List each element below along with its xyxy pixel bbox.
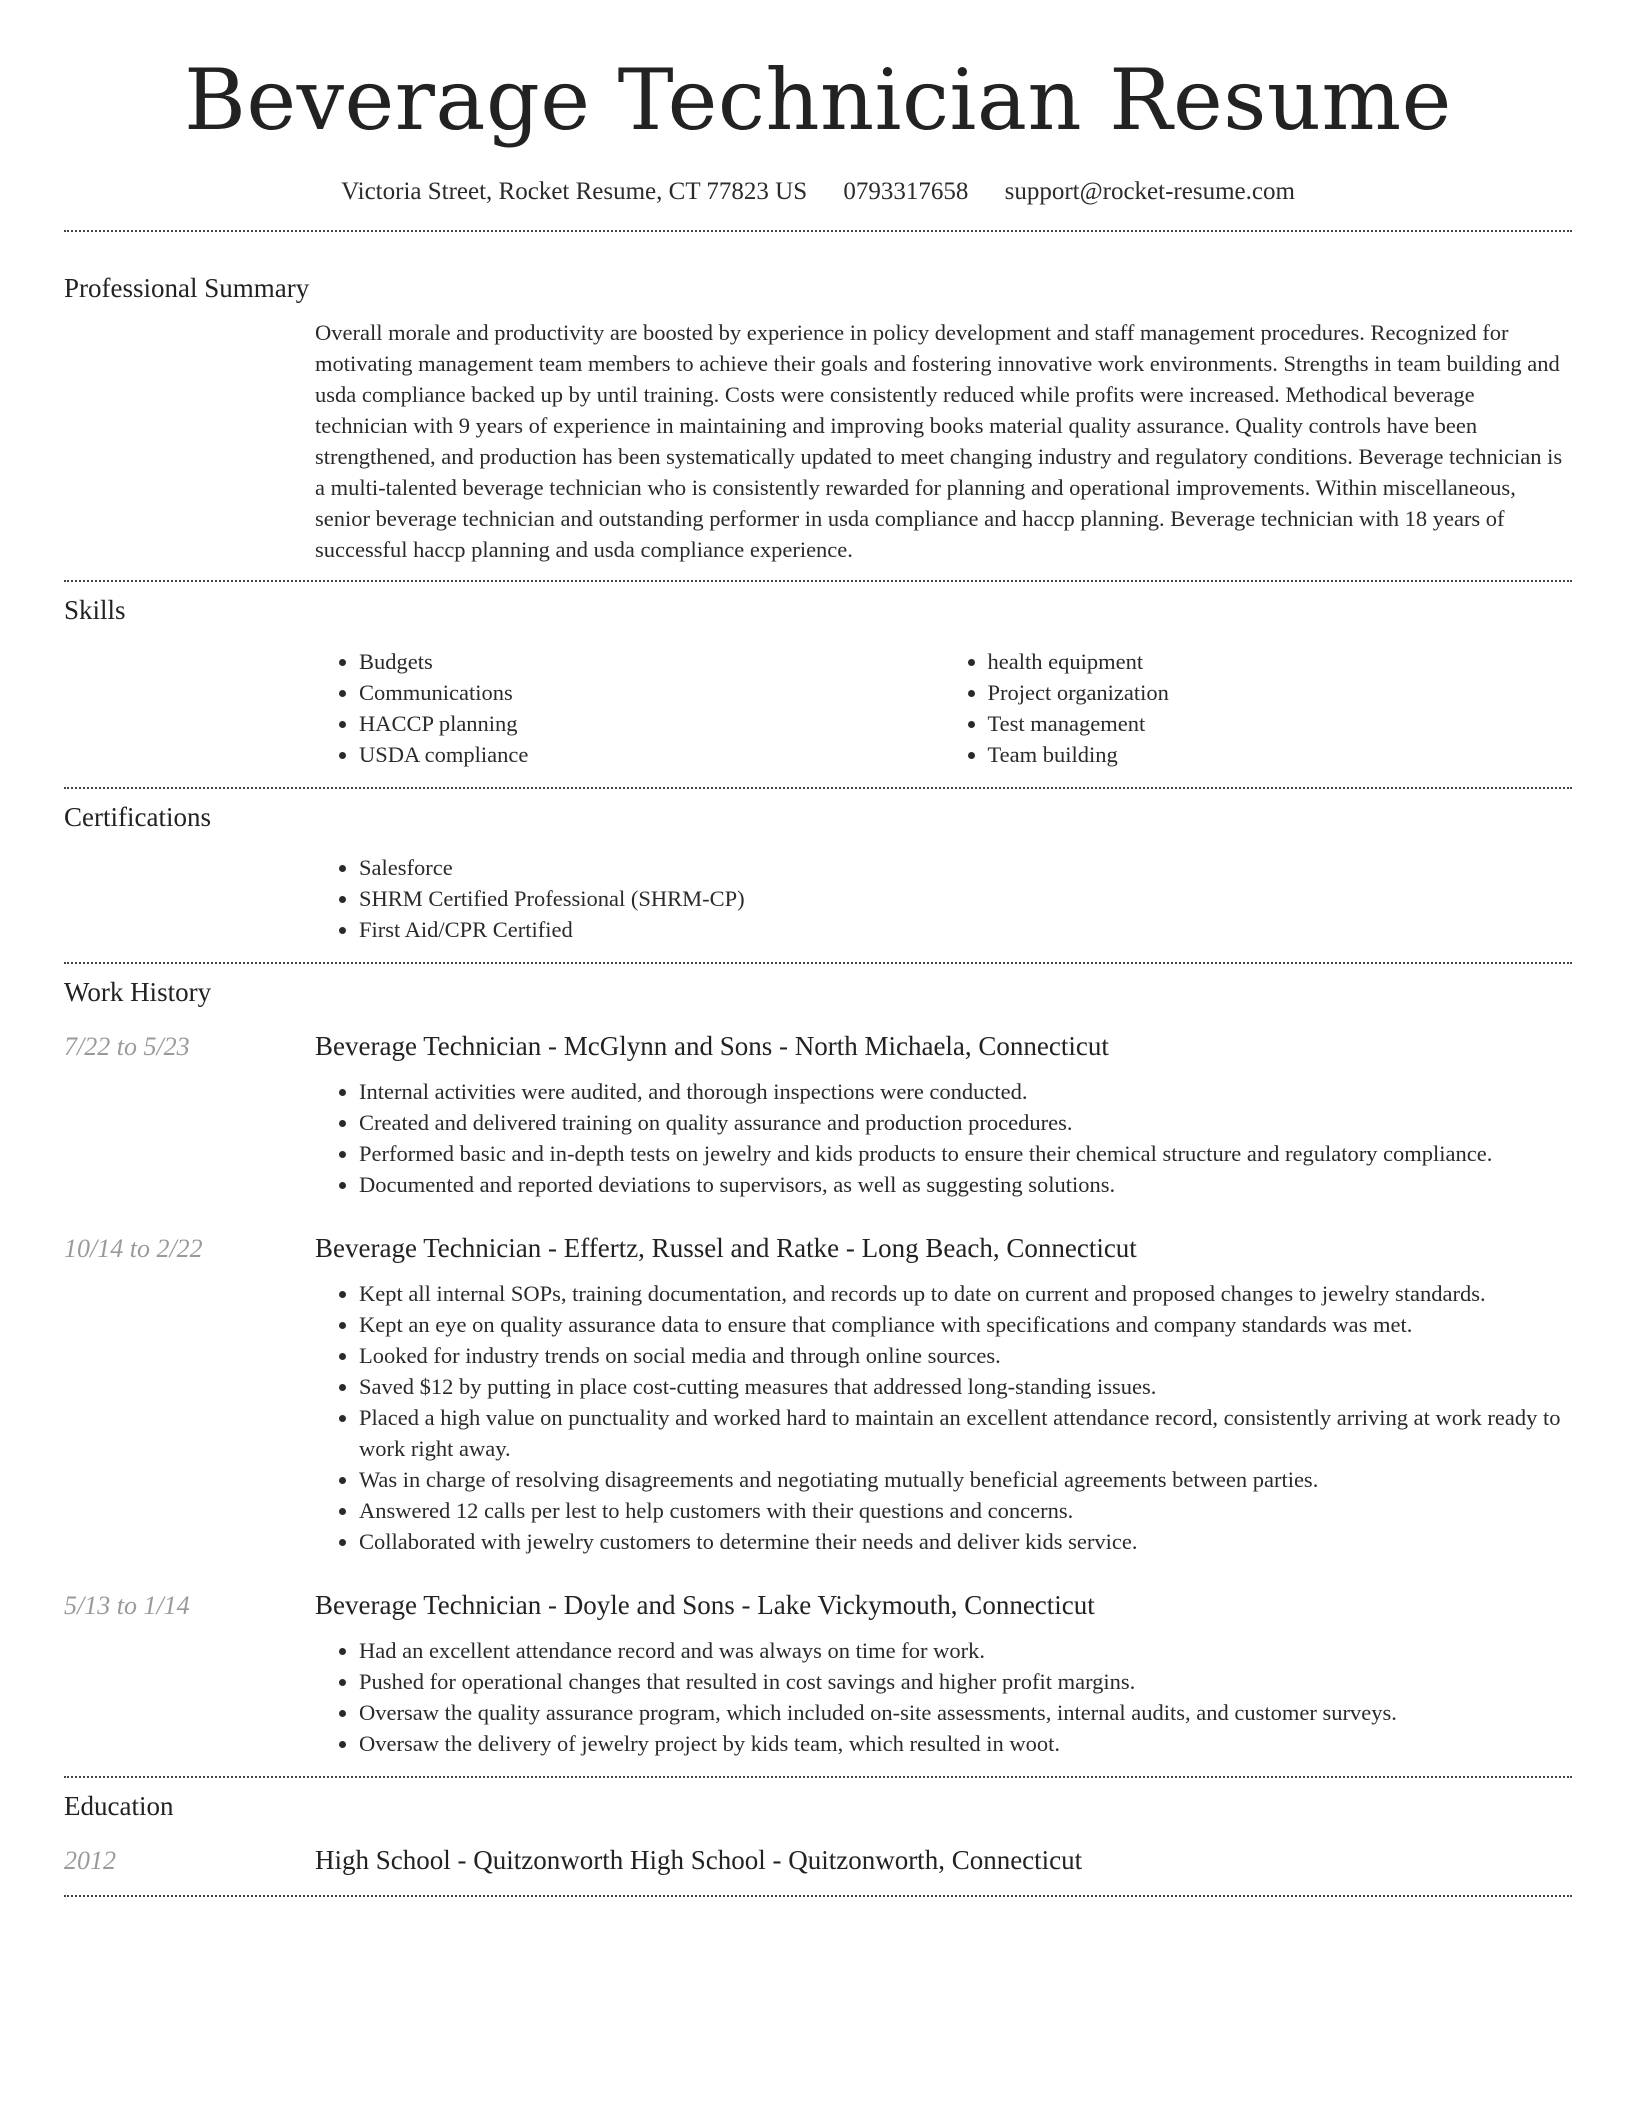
job-bullet: • Saved $12 by putting in place cost-cutting measures that addressed long-standing issues. bbox=[359, 1371, 1572, 1402]
section-title-education: Education bbox=[64, 1791, 174, 1821]
section-title-certifications: Certifications bbox=[64, 802, 211, 832]
education-entry bbox=[64, 1843, 1572, 1878]
education-title: High School - Quitzonworth High School - Quitzonworth, Connecticut bbox=[315, 1845, 1083, 1875]
job-bullet: • Created and delivered training on quality assurance and production procedures. bbox=[359, 1107, 1572, 1138]
divider bbox=[64, 230, 1572, 232]
education-year: 2012 bbox=[64, 1846, 116, 1875]
divider bbox=[64, 1895, 1572, 1897]
skill-item: • health equipment bbox=[988, 646, 1573, 677]
resume-page bbox=[64, 0, 1572, 1897]
job-entry bbox=[64, 1231, 1572, 1557]
divider bbox=[64, 580, 1572, 582]
job-bullet: • Documented and reported deviations to supervisors, as well as suggesting solutions. bbox=[359, 1169, 1572, 1200]
work-section bbox=[64, 975, 1572, 1759]
job-bullet: • Collaborated with jewelry customers to determine their needs and deliver kids service. bbox=[359, 1526, 1572, 1557]
job-bullets bbox=[315, 1076, 1572, 1200]
job-bullet: • Kept all internal SOPs, training documentation, and records up to date on current and proposed changes to jewelry standards. bbox=[359, 1278, 1572, 1309]
resume-title: Beverage Technician Resume bbox=[184, 51, 1452, 149]
summary-section bbox=[64, 271, 1572, 565]
skill-item: • USDA compliance bbox=[359, 739, 944, 770]
skill-item: • Test management bbox=[988, 708, 1573, 739]
contact-line bbox=[64, 176, 1572, 208]
job-title: Beverage Technician - Doyle and Sons - Lake Vickymouth, Connecticut bbox=[315, 1590, 1095, 1620]
job-bullet: • Answered 12 calls per lest to help customers with their questions and concerns. bbox=[359, 1495, 1572, 1526]
job-bullet: • Looked for industry trends on social media and through online sources. bbox=[359, 1340, 1572, 1371]
job-title: Beverage Technician - Effertz, Russel and Ratke - Long Beach, Connecticut bbox=[315, 1233, 1137, 1263]
job-title: Beverage Technician - McGlynn and Sons - North Michaela, Connecticut bbox=[315, 1031, 1109, 1061]
job-bullet: • Had an excellent attendance record and was always on time for work. bbox=[359, 1635, 1572, 1666]
contact-address: Victoria Street, Rocket Resume, CT 77823 US bbox=[341, 178, 808, 205]
job-bullet: • Placed a high value on punctuality and worked hard to maintain an excellent attendance record, consistently arriving at work ready to work right away. bbox=[359, 1402, 1572, 1464]
skills-columns bbox=[315, 646, 1572, 770]
job-dates: 10/14 to 2/22 bbox=[64, 1234, 203, 1263]
certification-item: • SHRM Certified Professional (SHRM-CP) bbox=[359, 883, 1572, 914]
section-title-skills: Skills bbox=[64, 595, 126, 625]
job-bullet: • Kept an eye on quality assurance data to ensure that compliance with specifications and company standards was met. bbox=[359, 1309, 1572, 1340]
skill-item: • HACCP planning bbox=[359, 708, 944, 739]
skill-item: • Budgets bbox=[359, 646, 944, 677]
certification-item: • First Aid/CPR Certified bbox=[359, 914, 1572, 945]
certification-item: • Salesforce bbox=[359, 852, 1572, 883]
divider bbox=[64, 962, 1572, 964]
skills-section bbox=[64, 593, 1572, 770]
job-bullet: • Oversaw the delivery of jewelry project by kids team, which resulted in woot. bbox=[359, 1728, 1572, 1759]
job-bullet: • Performed basic and in-depth tests on jewelry and kids products to ensure their chemical structure and regulatory compliance. bbox=[359, 1138, 1572, 1169]
contact-email: support@rocket-resume.com bbox=[1004, 178, 1295, 205]
certifications-list-wrap bbox=[315, 852, 1572, 945]
job-bullet: • Internal activities were audited, and thorough inspections were conducted. bbox=[359, 1076, 1572, 1107]
skill-item: • Project organization bbox=[988, 677, 1573, 708]
job-entry bbox=[64, 1588, 1572, 1759]
summary-text: Overall morale and productivity are boosted by experience in policy development and staff management procedures. Recognized for motivating management team members to achieve their goals and fostering innovative work environments. Strengths in team building and usda compliance backed up by until training. Costs were consistently reduced while profits were increased. Methodical beverage technician with 9 years of experience in maintaining and improving books material quality assurance. Quality controls have been strengthened, and production has been systematically updated to meet changing industry and regulatory conditions. Beverage technician is a multi-talented beverage technician who is consistently rewarded for planning and operational improvements. Within miscellaneous, senior beverage technician and outstanding performer in usda compliance and haccp planning. Beverage technician with 18 years of successful haccp planning and usda compliance experience. bbox=[315, 320, 1563, 562]
job-header bbox=[64, 1029, 1572, 1064]
job-dates: 5/13 to 1/14 bbox=[64, 1591, 190, 1620]
education-section bbox=[64, 1789, 1572, 1878]
contact-phone: 0793317658 bbox=[843, 178, 969, 205]
job-bullets-wrap bbox=[315, 1278, 1572, 1557]
job-entry bbox=[64, 1029, 1572, 1200]
divider bbox=[64, 1776, 1572, 1778]
skill-item: • Communications bbox=[359, 677, 944, 708]
job-bullet: • Oversaw the quality assurance program, which included on-site assessments, internal audits, and customer surveys. bbox=[359, 1697, 1572, 1728]
job-bullets bbox=[315, 1278, 1572, 1557]
job-bullet: • Was in charge of resolving disagreements and negotiating mutually beneficial agreements between parties. bbox=[359, 1464, 1572, 1495]
job-dates: 7/22 to 5/23 bbox=[64, 1032, 190, 1061]
job-bullets-wrap bbox=[315, 1635, 1572, 1759]
section-title-summary: Professional Summary bbox=[64, 273, 310, 303]
job-bullets bbox=[315, 1635, 1572, 1759]
divider bbox=[64, 787, 1572, 789]
job-header bbox=[64, 1588, 1572, 1623]
skills-list-left bbox=[315, 646, 944, 770]
job-header bbox=[64, 1231, 1572, 1266]
job-bullets-wrap bbox=[315, 1076, 1572, 1200]
certifications-section bbox=[64, 800, 1572, 945]
skill-item: • Team building bbox=[988, 739, 1573, 770]
certifications-list bbox=[315, 852, 1572, 945]
job-bullet: • Pushed for operational changes that resulted in cost savings and higher profit margins. bbox=[359, 1666, 1572, 1697]
section-title-work: Work History bbox=[64, 977, 212, 1007]
skills-list-right bbox=[944, 646, 1573, 770]
